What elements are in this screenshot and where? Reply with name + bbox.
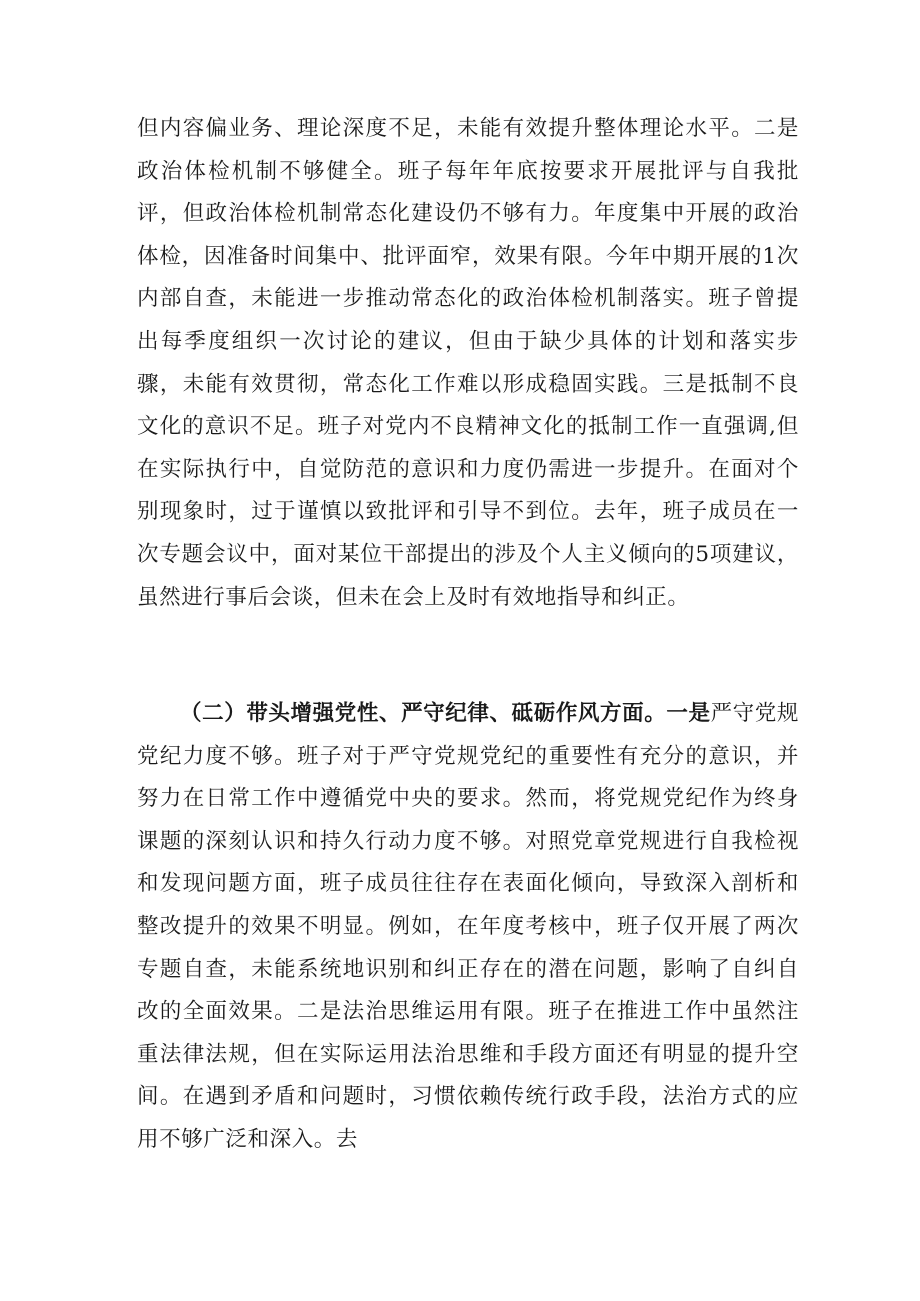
- section-heading: （二）带头增强党性、严守纪律、砥砺作风方面。: [180, 701, 667, 726]
- paragraph-section-two: [137, 693, 799, 1162]
- paragraph-continued: 但内容偏业务、理论深度不足，未能有效提升整体理论水平。二是政治体检机制不够健全。班子每年年底按要求开展批评与自我批评，但政治体检机制常态化建设仍不够有力。年度集中开展的政治体检，因准备时间集中、批评面窄，效果有限。今年中期开展的1次内部自查，未能进一步推动常态化的政治体检机制落实。班子曾提出每季度组织一次讨论的建议，但由于缺少具体的计划和落实步骤，未能有效贯彻，常态化工作难以形成稳固实践。三是抵制不良文化的意识不足。班子对党内不良精神文化的抵制工作一直强调,但在实际执行中，自觉防范的意识和力度仍需进一步提升。在面对个别现象时，过于谨慎以致批评和引导不到位。去年，班子成员在一次专题会议中，面对某位干部提出的涉及个人主义倾向的5项建议，虽然进行事后会谈，但未在会上及时有效地指导和纠正。: [137, 116, 799, 610]
- body-text-section-2: [137, 693, 799, 1162]
- section-lead-marker: 一是: [666, 701, 711, 726]
- section-body-text: 严守党规党纪力度不够。班子对于严守党规党纪的重要性有充分的意识，并努力在日常工作中遵循党中央的要求。然而，将党规党纪作为终身课题的深刻认识和持久行动力度不够。对照党章党规进行自我检视和发现问题方面，班子成员往往存在表面化倾向，导致深入剖析和整改提升的效果不明显。例如，在年度考核中，班子仅开展了两次专题自查，未能系统地识别和纠正存在的潜在问题，影响了自纠自改的全面效果。二是法治思维运用有限。班子在推进工作中虽然注重法律法规，但在实际运用法治思维和手段方面还有明显的提升空间。在遇到矛盾和问题时，习惯依赖传统行政手段，法治方式的应用不够广泛和深入。去: [137, 701, 799, 1152]
- body-text-section-1: [137, 108, 799, 619]
